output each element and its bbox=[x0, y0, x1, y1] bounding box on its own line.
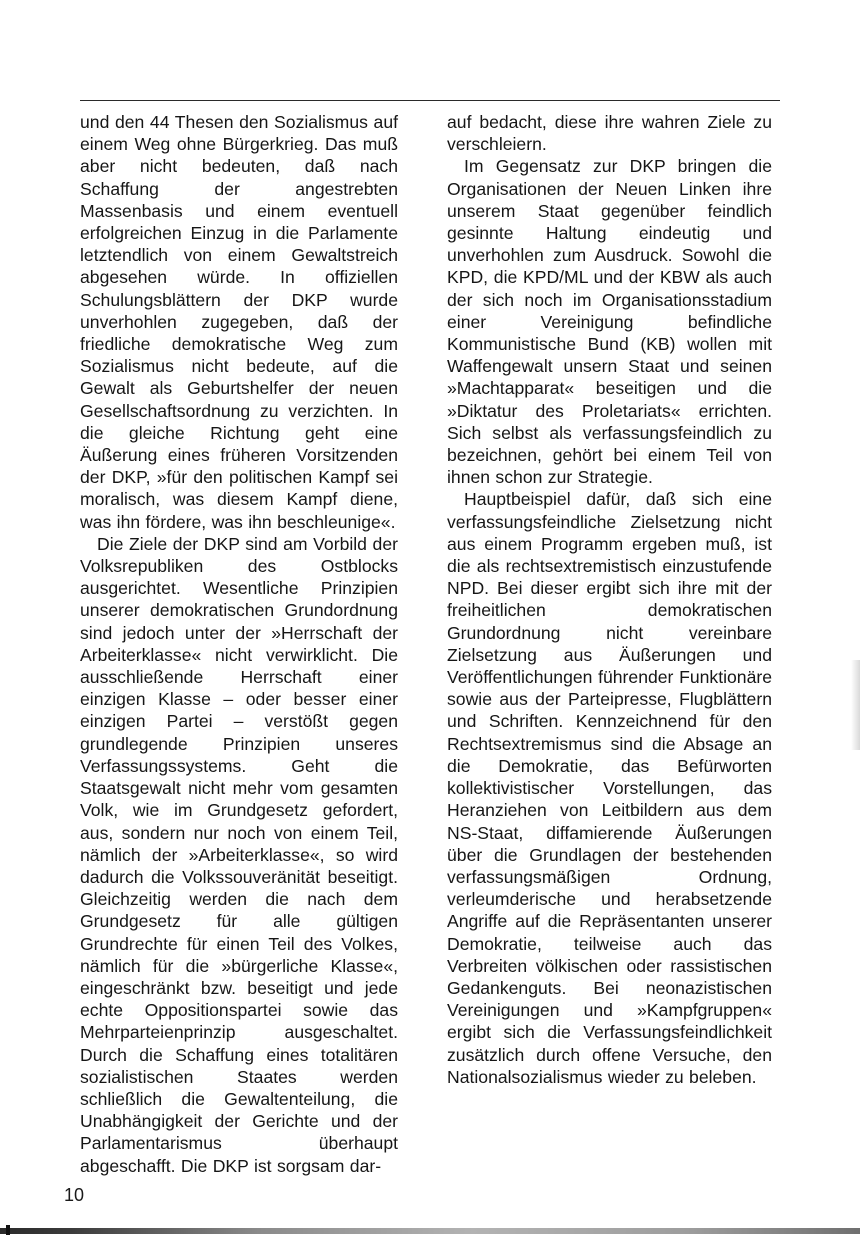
scan-edge-shadow bbox=[851, 660, 860, 750]
page-number: 10 bbox=[64, 1185, 85, 1205]
scan-bottom-edge bbox=[0, 1228, 860, 1234]
left-paragraph-1: und den 44 Thesen den Sozialismus auf einem Weg ohne Bürgerkrieg. Das muß aber nicht bedeuten, daß nach Schaffung der angestrebten Massenbasis und einem eventuell erfolgreichen Einzug in die Parlamente letztendlich von einem Gewaltstreich abgesehen würde. In offiziellen Schulungsblättern der DKP wurde unverhohlen zugegeben, daß der friedliche demokratische Weg zum Sozialismus nicht bedeute, auf die Gewalt als Geburtshelfer der neuen Gesellschaftsordnung zu verzichten. In die gleiche Richtung geht eine Äußerung eines früheren Vorsitzenden der DKP, »für den politischen Kampf sei moralisch, was diesem Kampf diene, was ihn fördere, was ihn beschleunige«. bbox=[80, 112, 398, 532]
scan-edge-tick bbox=[6, 1225, 10, 1235]
right-column bbox=[447, 111, 772, 1088]
right-paragraph-2: Im Gegensatz zur DKP bringen die Organisationen der Neuen Linken ihre unserem Staat gegenüber feindlich gesinnte Haltung eindeutig und unverhohlen zum Ausdruck. Sowohl die KPD, die KPD/ML und der KBW als auch der sich noch im Organisationsstadium einer Vereinigung befindliche Kommunistische Bund (KB) wollen mit Waffengewalt unsern Staat und seinen »Machtapparat« beseitigen und die »Diktatur des Proletariats« errichten. Sich selbst als verfassungsfeindlich zu bezeichnen, gehört bei einem Teil von ihnen schon zur Strategie. bbox=[447, 156, 772, 488]
left-paragraph-2: Die Ziele der DKP sind am Vorbild der Volksrepubliken des Ostblocks ausgerichtet. Wesentliche Prinzipien unserer demokratischen Grundordnung sind jedoch unter der »Herrschaft der Arbeiterklasse« nicht verwirklicht. Die ausschließende Herrschaft einer einzigen Klasse – oder besser einer einzigen Partei – verstößt gegen grundlegende Prinzipien unseres Verfassungssystems. Geht die Staatsgewalt nicht mehr vom gesamten Volk, wie im Grundgesetz gefordert, aus, sondern nur noch von einem Teil, nämlich der »Arbeiterklasse«, so wird dadurch die Volkssouveränität beseitigt. Gleichzeitig werden die nach dem Grundgesetz für alle gültigen Grundrechte für einen Teil des Volkes, nämlich für die »bürgerliche Klasse«, eingeschränkt bzw. beseitigt und jede echte Oppositionspartei sowie das Mehrparteienprinzip ausgeschaltet. Durch die Schaffung eines totalitären sozialistischen Staates werden schließlich die Gewaltenteilung, die Unabhängigkeit der Gerichte und der Parlamentarismus überhaupt abgeschafft. Die DKP ist sorgsam dar- bbox=[80, 533, 398, 1176]
top-rule bbox=[80, 100, 780, 101]
right-paragraph-3: Hauptbeispiel dafür, daß sich eine verfassungsfeindliche Zielsetzung nicht aus einem Programm ergeben muß, ist die als rechtsextremistisch einzustufende NPD. Bei dieser ergibt sich ihre mit der freiheitlichen demokratischen Grundordnung nicht vereinbare Zielsetzung aus Äußerungen und Veröffentlichungen führender Funktionäre sowie aus der Parteipresse, Flugblättern und Schriften. Kennzeichnend für den Rechtsextremismus sind die Absage an die Demokratie, das Befürworten kollektivistischer Vorstellungen, das Heranziehen von Leitbildern aus dem NS-Staat, diffamierende Äußerungen über die Grundlagen der bestehenden verfassungsmäßigen Ordnung, verleumderische und herabsetzende Angriffe auf die Repräsentanten unserer Demokratie, teilweise auch das Verbreiten völkischen oder rassistischen Gedankenguts. Bei neonazistischen Vereinigungen und »Kampfgruppen« ergibt sich die Verfassungsfeindlichkeit zusätzlich durch offene Versuche, den Nationalsozialismus wieder zu beleben. bbox=[447, 489, 772, 1087]
right-paragraph-1: auf bedacht, diese ihre wahren Ziele zu verschleiern. bbox=[447, 112, 772, 155]
left-column bbox=[80, 111, 398, 1177]
